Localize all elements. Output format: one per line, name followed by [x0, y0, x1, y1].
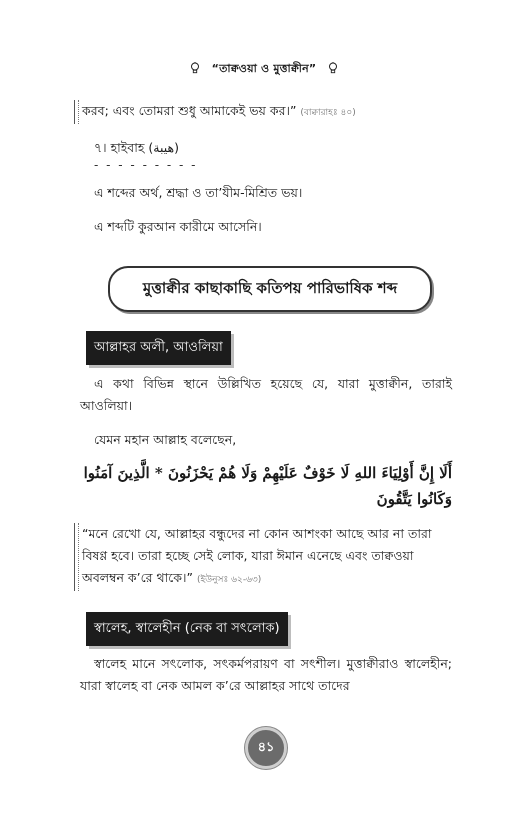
lightbulb-icon — [190, 62, 200, 74]
lightbulb-icon — [328, 62, 338, 74]
quote-line: “মনে রেখো যে, আল্লাহর বন্ধুদের না কোন আশংকা আছে আর না তারা — [82, 526, 432, 541]
definition-line: এ শব্দের অর্থ, শ্রদ্ধা ও তা’যীম-মিশ্রিত ভয়। — [94, 185, 303, 200]
quote-text: করব; এবং তোমরা শুধু আমাকেই ভয় কর।” — [82, 103, 297, 118]
subheading-label: আল্লাহর অলী, আওলিয়া — [86, 331, 231, 365]
intro-line: যেমন মহান আল্লাহ বলেছেন, — [94, 432, 237, 447]
translation-quote — [74, 523, 462, 591]
header-title: “তাক্বওয়া ও মুত্তাক্বীন” — [211, 62, 317, 75]
paragraph: স্বালেহ মানে সৎলোক, সৎকর্মপরায়ণ বা সৎশীল। মুত্তাক্বীরাও স্বালেহীন; যারা স্বালেহ বা নেক আমল ক’রে আল্লাহর সাথে তাদের — [80, 656, 452, 693]
section-title: মুত্তাক্বীর কাছাকাছি কতিপয় পারিভাষিক শব্দ — [108, 266, 432, 312]
item-heading: ৭। হাইবাহ (هيبة) — [94, 140, 179, 155]
quote-reference: (ইউনুসঃ ৬২-৬৩) — [196, 575, 262, 585]
paragraph: এ কথা বিভিন্ন স্থানে উল্লিখিত হয়েছে যে, যারা মুত্তাক্বীন, তারাই আওলিয়া। — [80, 376, 452, 413]
note-line: এ শব্দটি কুরআন কারীমে আসেনি। — [94, 219, 262, 234]
arabic-verse-line-2: وَكَانُوا يَتَّقُونَ — [376, 490, 452, 508]
quote-line: বিষণ্ণ হবে। তারা হচ্ছে সেই লোক, যারা ঈমান এনেছে এবং তাক্বওয়া — [82, 548, 414, 563]
running-header — [0, 60, 528, 79]
quote-block — [74, 100, 462, 124]
quote-reference: (বাক্বারাহঃ ৪০) — [300, 108, 356, 118]
dashed-rule: - - - - - - - - - — [94, 158, 198, 172]
subheading-label: স্বালেহ, স্বালেহীন (নেক বা সৎলোক) — [86, 612, 288, 646]
quote-line: অবলম্বন ক’রে থাকে।” — [82, 570, 193, 585]
arabic-verse-line-1: أَلَا إِنَّ أَوْلِيَاءَ اللهِ لَا خَوْفٌ عَلَيْهِمْ وَلَا هُمْ يَحْزَنُونَ * الَّذِينَ آمَنُوا — [83, 464, 452, 482]
page-number: ৪১ — [245, 727, 287, 769]
